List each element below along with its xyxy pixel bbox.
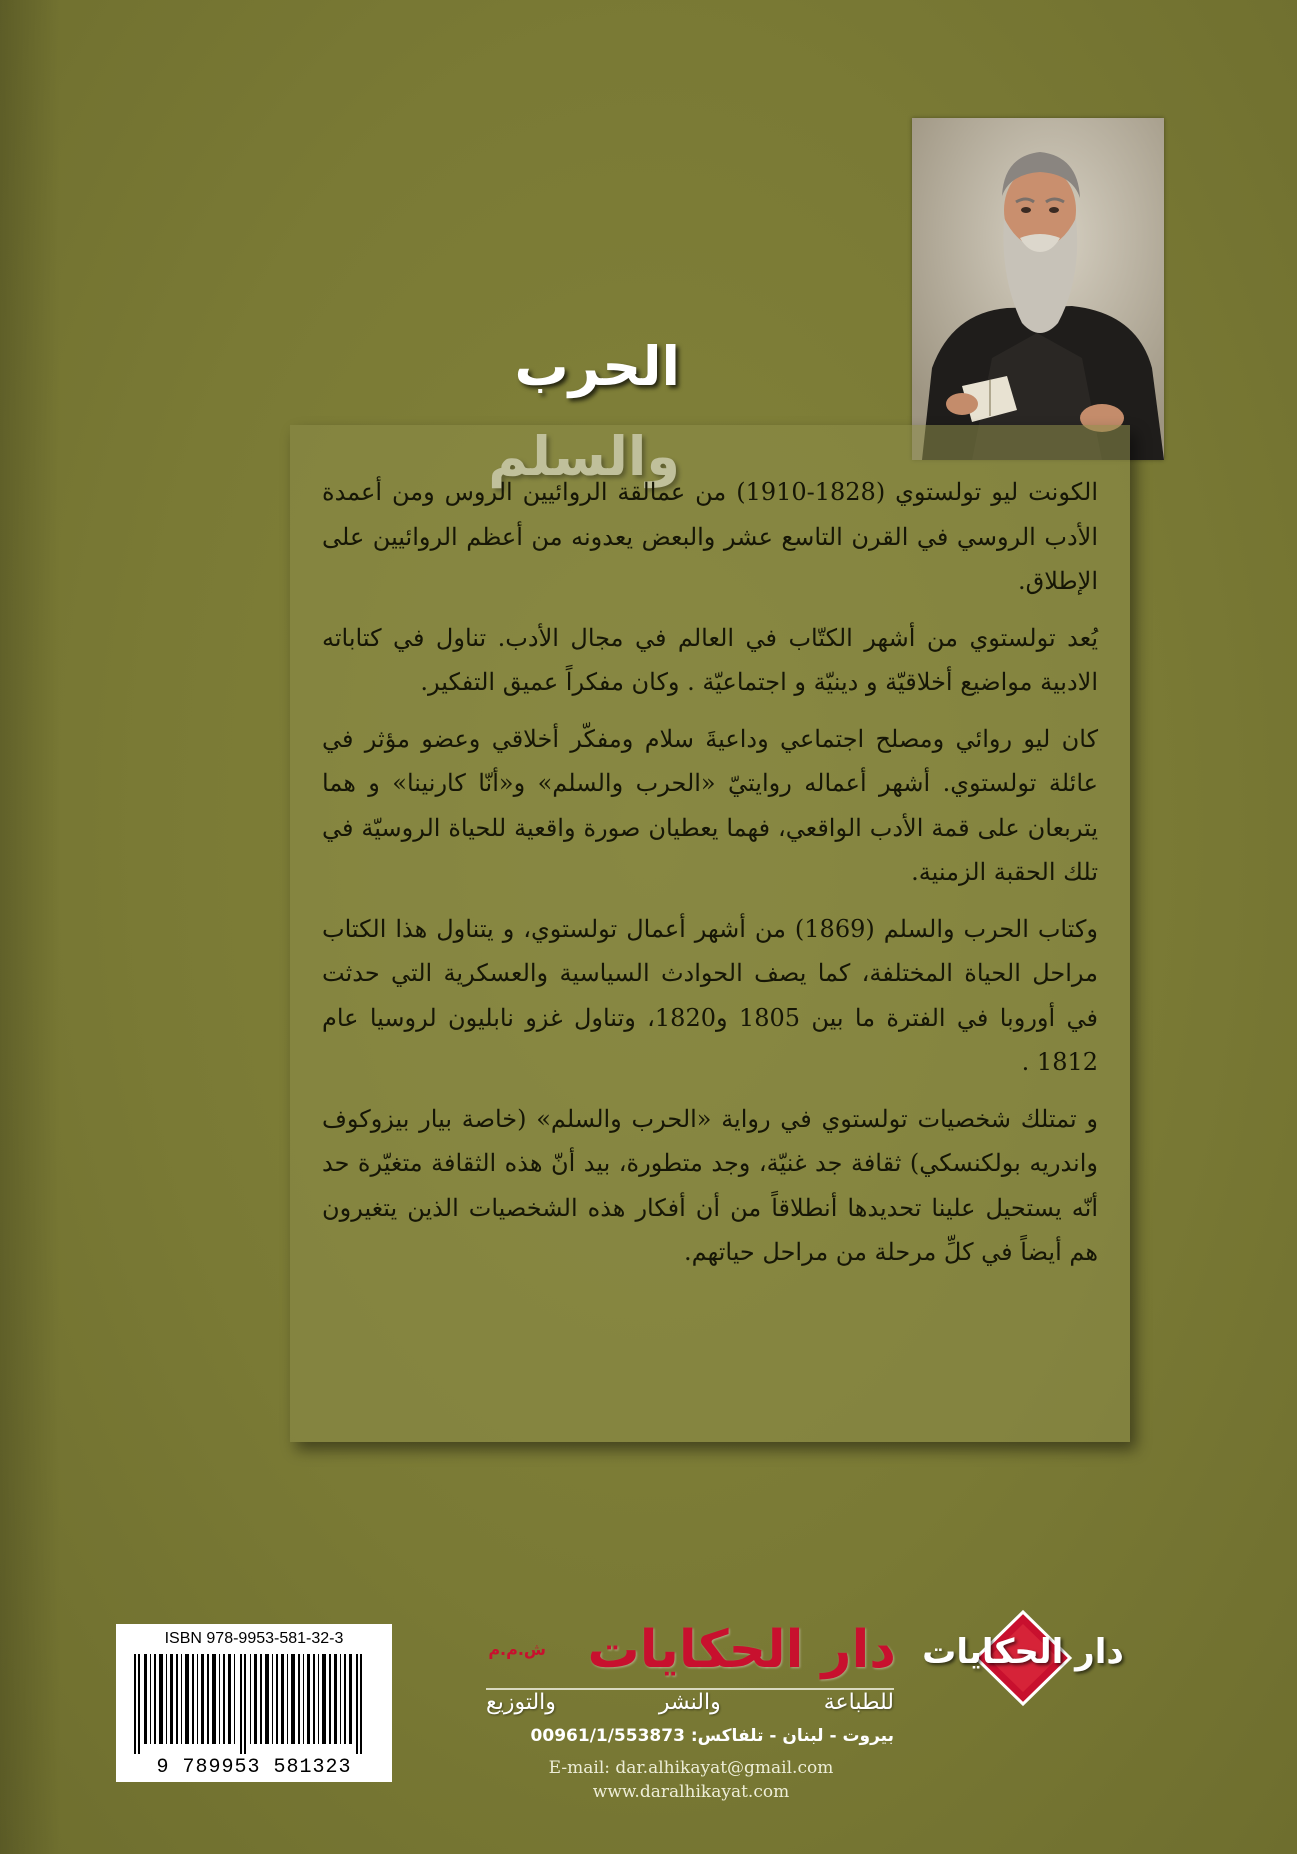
publisher-website[interactable]: www.daralhikayat.com [592,1782,790,1802]
publisher-suffix: ش.م.م [488,1640,546,1659]
publisher-name: دار الحكايات [587,1620,896,1680]
publisher-logo-text: دار الحكايات [922,1632,1124,1672]
description-paragraph: الكونت ليو تولستوي (1828-1910) من عمالقة الروائيين الروس ومن أعمدة الأدب الروسي في القرن التاسع عشر والبعض يعدونه من أعظم الروائيين على الإطلاق. [322,478,1098,595]
book-description [322,470,1098,1287]
barcode-icon [126,1654,382,1754]
book-title: الحرب [514,335,680,398]
publisher-email[interactable]: E-mail: dar.alhikayat@gmail.com [548,1758,834,1778]
publisher-tagline: للطباعة والنشر والتوزيع [486,1690,894,1715]
description-paragraph: و تمتلك شخصيات تولستوي في رواية «الحرب والسلم» (خاصة بيار بيزوكوف واندريه بولكنسكي) ثقافة جد غنيّة، وجد متطورة، بيد أنّ هذه الثقافة متغيّرة حد أنّه يستحيل علينا تحديدها أنطلاقاً من أن أفكار هذه الشخصيات الذين يتغيرون هم أيضاً في كلِّ مرحلة من مراحل حياتهم. [322,1104,1098,1266]
isbn-label: ISBN 978-9953-581-32-3 [164,1630,344,1647]
description-paragraph: يُعد تولستوي من أشهر الكتّاب في العالم في مجال الأدب. تناول في كتاباته الادبية مواضيع أخلاقيّة و دينيّة و اجتماعيّة . وكان مفكراً عميق التفكير. [322,623,1098,696]
isbn-digits: 9 789953 581323 [156,1756,352,1779]
publisher-phone: بيروت - لبنان - تلفاكس: 00961/1/553873 [530,1726,894,1746]
isbn-barcode [116,1624,392,1782]
spine-shadow [0,0,60,1854]
tolstoy-portrait-icon [912,118,1164,460]
author-portrait [912,118,1164,460]
description-paragraph: كان ليو روائي ومصلح اجتماعي وداعيةَ سلام ومفكّر أخلاقي وعضو مؤثر في عائلة تولستوي. أشهر أعماله روايتيّ «الحرب والسلم» و«أنّا كارنينا» و هما يتربعان على قمة الأدب الواقعي، فهما يعطيان صورة واقعية للحياة الروسيّة في تلك الحقبة الزمنية. [322,724,1098,886]
description-paragraph: وكتاب الحرب والسلم (1869) من أشهر أعمال تولستوي، و يتناول هذا الكتاب مراحل الحياة المختلفة، كما يصف الحوادث السياسية والعسكرية التي حدثت في أوروبا في الفترة ما بين 1805 و1820، وتناول غزو نابليون لروسيا عام 1812 . [322,914,1098,1076]
